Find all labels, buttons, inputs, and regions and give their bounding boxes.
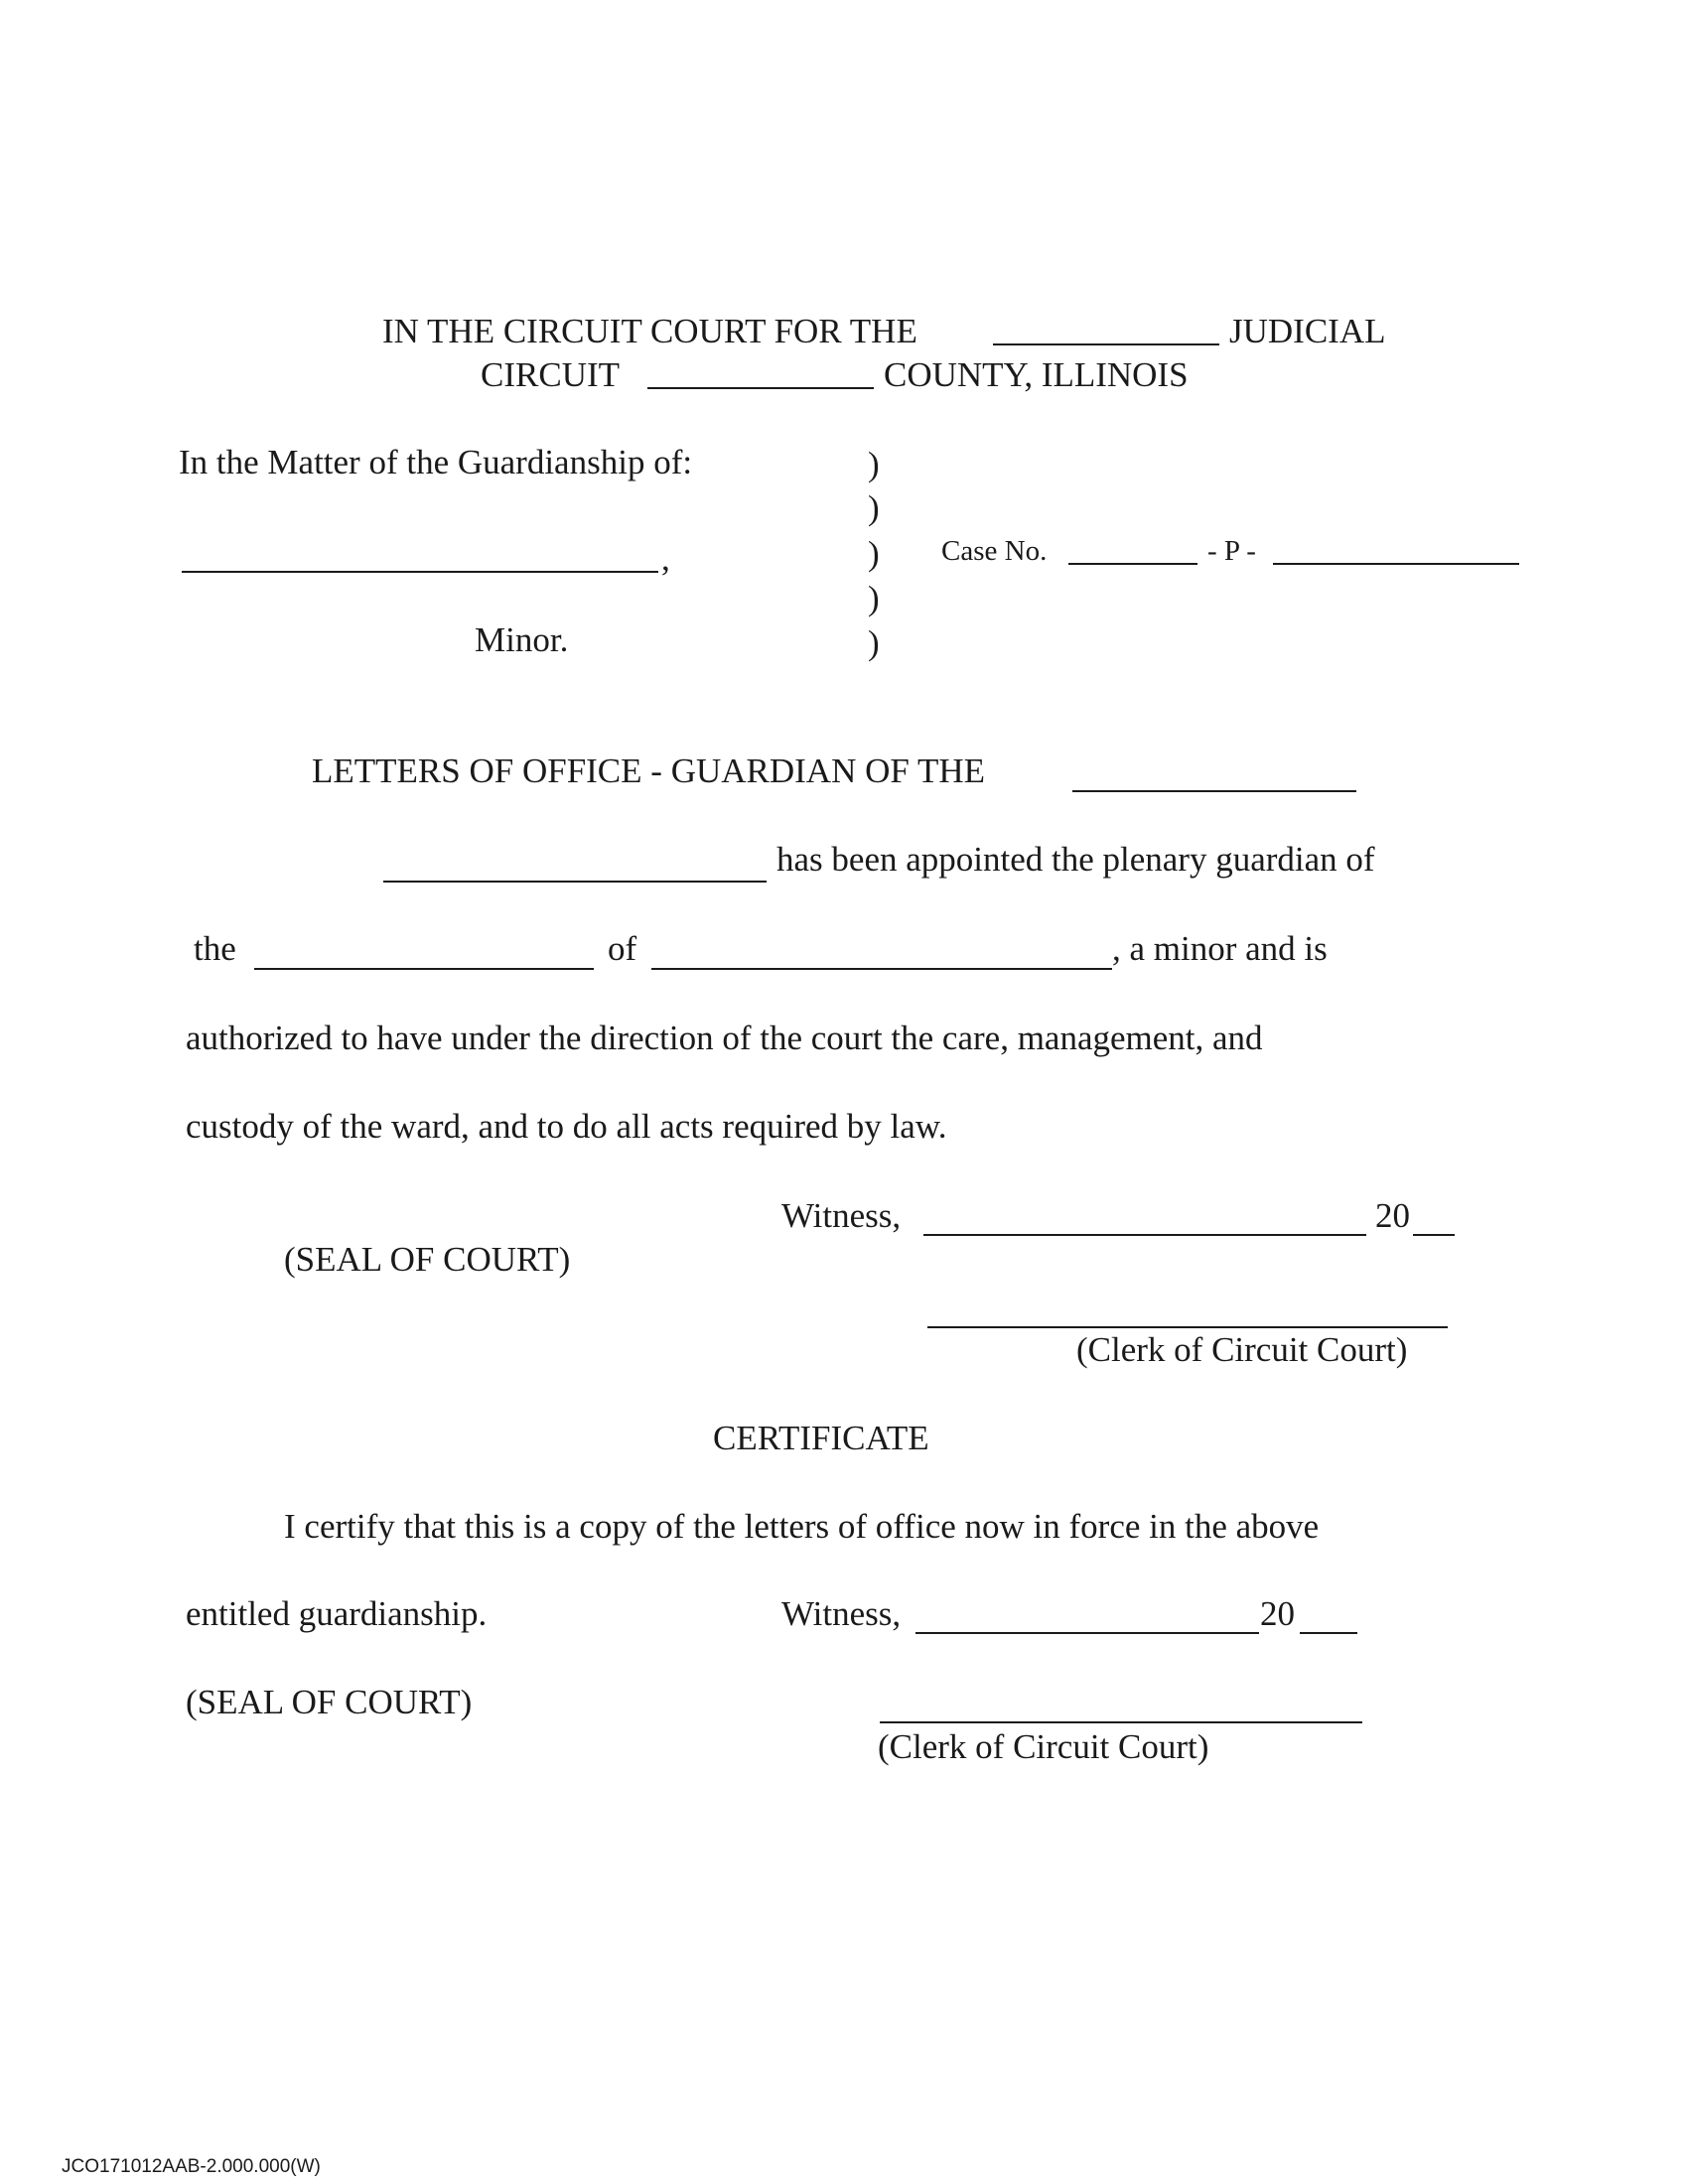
witness-year-prefix: 20 [1375, 1196, 1410, 1235]
case-no-year-blank[interactable] [1068, 563, 1197, 565]
paren: ) [868, 623, 880, 662]
caption-line2-part1: CIRCUIT [481, 355, 620, 394]
ward-name-blank[interactable] [651, 968, 1112, 970]
judicial-circuit-blank[interactable] [993, 343, 1219, 345]
certificate-seal: (SEAL OF COURT) [186, 1683, 473, 1721]
witness-date-blank[interactable] [923, 1234, 1366, 1236]
caption-line2-part2: COUNTY, ILLINOIS [884, 355, 1189, 394]
body-line1: has been appointed the plenary guardian of [776, 840, 1375, 879]
minor-name-comma: , [661, 539, 670, 578]
certificate-line2: entitled guardianship. [186, 1594, 488, 1633]
witness-label: Witness, [781, 1196, 902, 1235]
minor-label: Minor. [475, 620, 569, 659]
clerk-label: (Clerk of Circuit Court) [1076, 1330, 1408, 1369]
case-no-label: Case No. [941, 535, 1048, 567]
certificate-year-prefix: 20 [1260, 1594, 1295, 1633]
witness-year-blank[interactable] [1413, 1234, 1455, 1236]
body-line4: custody of the ward, and to do all acts required by law. [186, 1107, 947, 1146]
certificate-line1: I certify that this is a copy of the letters of office now in force in the above [284, 1507, 1320, 1546]
certificate-witness-label: Witness, [781, 1594, 902, 1633]
matter-heading: In the Matter of the Guardianship of: [179, 443, 693, 481]
guardian-of-the-blank[interactable] [1072, 790, 1356, 792]
certificate-clerk-label: (Clerk of Circuit Court) [878, 1727, 1209, 1766]
case-no-number-blank[interactable] [1273, 563, 1519, 565]
body-line2-of: of [608, 929, 637, 968]
paren: ) [868, 488, 880, 527]
person-estate-blank[interactable] [254, 968, 594, 970]
paren: ) [868, 579, 880, 617]
body-line3: authorized to have under the direction of the court the care, management, and [186, 1019, 1263, 1057]
paren: ) [868, 534, 880, 573]
clerk-signature-line[interactable] [927, 1326, 1448, 1328]
paren: ) [868, 445, 880, 483]
guardian-name-blank[interactable] [383, 881, 767, 883]
certificate-heading: CERTIFICATE [713, 1419, 929, 1457]
seal-of-court: (SEAL OF COURT) [284, 1240, 571, 1279]
caption-line1-part2: JUDICIAL [1229, 312, 1386, 350]
certificate-date-blank[interactable] [915, 1632, 1259, 1634]
case-no-mid: - P - [1207, 535, 1256, 567]
letters-title: LETTERS OF OFFICE - GUARDIAN OF THE [312, 751, 985, 790]
county-blank[interactable] [647, 387, 874, 389]
body-line2-the: the [194, 929, 236, 968]
minor-name-blank[interactable] [182, 571, 658, 573]
caption-line1-part1: IN THE CIRCUIT COURT FOR THE [382, 312, 917, 350]
form-code: JCO171012AAB-2.000.000(W) [62, 2156, 321, 2177]
certificate-year-blank[interactable] [1300, 1632, 1357, 1634]
body-line2-end: , a minor and is [1112, 929, 1328, 968]
certificate-clerk-signature-line[interactable] [880, 1721, 1362, 1723]
